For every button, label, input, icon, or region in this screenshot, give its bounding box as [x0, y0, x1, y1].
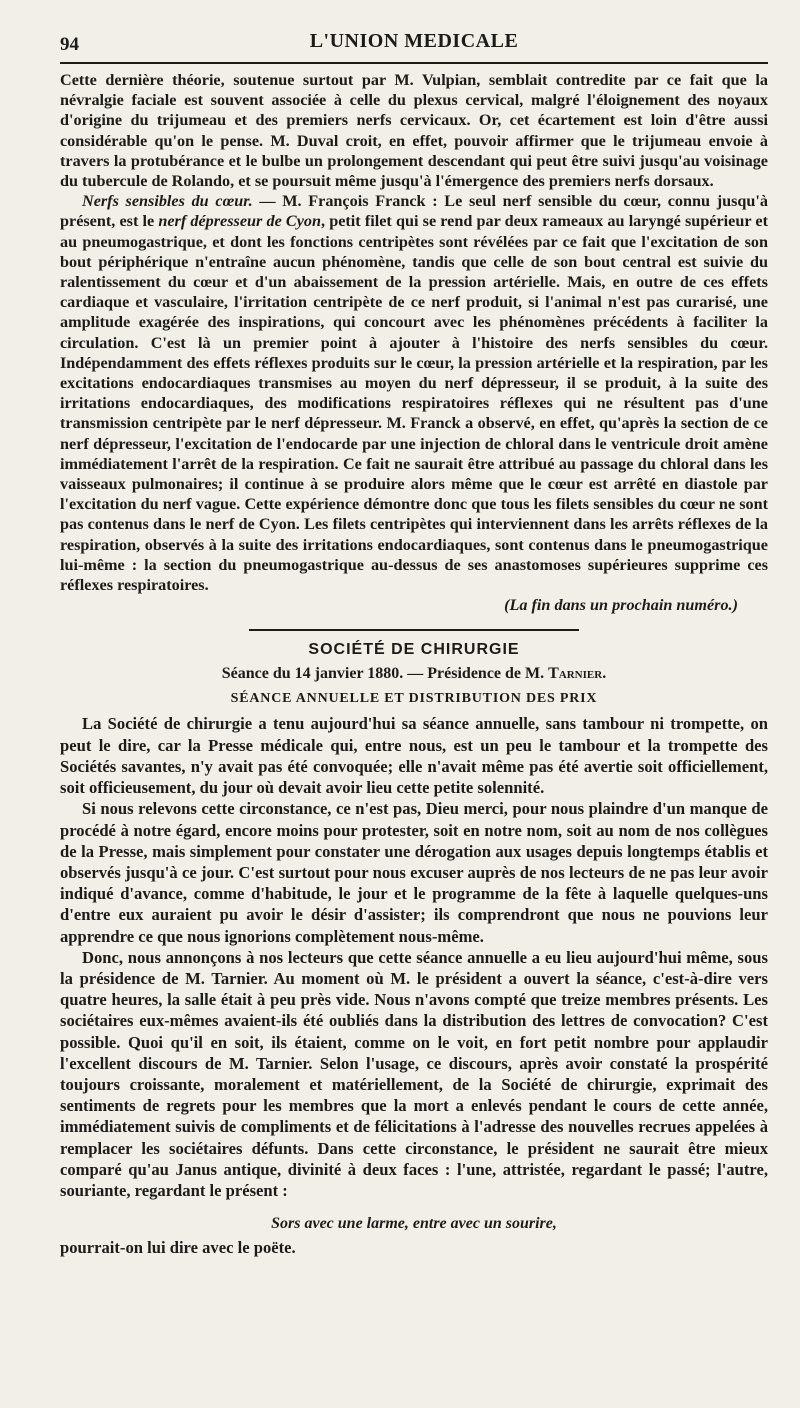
verse-quote: Sors avec une larme, entre avec un sourire,: [271, 1215, 557, 1233]
president-name: Tarnier.: [548, 665, 607, 683]
section-title: SOCIÉTÉ DE CHIRURGIE: [308, 641, 520, 659]
header-rule: [60, 62, 768, 64]
section-divider: [249, 629, 579, 631]
article-societe-chirurgie: [60, 641, 768, 1258]
closing-line: pourrait-on lui dire avec le poëte.: [60, 1238, 296, 1258]
nerve-name: nerf dépresseur de Cyon: [158, 212, 322, 231]
paragraph: Donc, nous annonçons à nos lecteurs que cette séance annuelle a eu lieu aujourd'hui même, sous la présidence de M. Tarnier. Au moment où M. le président a ouvert la séance, c'est-à-dire vers quatre heures, la salle était à peu près vide. Nous n'avons compté que treize membres présents. Les sociétaires eux-mêmes avaient-ils été oubliés dans la distribution des lettres de convocation? C'est possible. Quoi qu'il en soit, ils étaient, comme on le voit, en fort petit nombre pour applaudir l'excellent discours de M. Tarnier. Selon l'usage, ce discours, après avoir constaté la prospérité toujours croissante, moralement et matériellement, de la Société de chirurgie, exprimait des sentiments de regrets pour les membres que la mort a enlevés pendant le cours de cette année, immédiatement suivis de compliments et de félicitations à l'adresse des nouvelles recrues appelées à remplacer les sociétaires défunts. Dans cette circonstance, le président ne saurait être mieux comparé qu'au Janus antique, divinité à deux faces : l'une, attristée, regardant le passé; l'autre, souriante, regardant le présent :: [60, 947, 768, 1200]
subsection-title: SÉANCE ANNUELLE ET DISTRIBUTION DES PRIX: [230, 691, 598, 707]
seance-date: Séance du 14 janvier 1880. — Présidence de M.: [221, 665, 549, 683]
running-title: L'UNION MEDICALE: [309, 30, 519, 52]
paragraph-heading: Nerfs sensibles du cœur.: [82, 192, 253, 211]
page-header: [60, 30, 768, 60]
seance-line: [60, 665, 768, 683]
paragraph-nerfs-sensibles: [60, 191, 768, 595]
page-number: 94: [60, 34, 79, 55]
paragraph-body: , petit filet qui se rend par deux rameaux au laryngé supérieur et au pneumogastrique, et dont les fonctions centripètes sont révélées par ce fait que l'excitation de son bout périphérique n'entraîne aucun phénomène, tandis que celle de son bout central est suivie du ralentissement du cœur et d'un abaissement de la pression artérielle. Mais, en outre de ces effets cardiaque et vasculaire, l'irritation centripète de ce nerf produit, si l'animal n'est pas curarisé, une amplitude exagérée des inspirations, qui concourt avec les phénomènes précédents à faciliter la circulation. C'est là un premier point à ajouter à l'histoire des nerfs sensibles du cœur. Indépendamment des effets réflexes produits sur le cœur, la pression artérielle et la respiration, par les excitations endocardiaques transmises au moyen du nerf dépresseur, il se produit, à la suite des irritations endocardiaques, des modifications respiratoires réflexes qui ne résultent pas d'une transmission centripète par le nerf dépresseur. M. Franck a observé, en effet, qu'après la section de ce nerf dépresseur, l'excitation de l'endocarde par une injection de chloral dans le ventricule droit amène immédiatement l'arrêt de la respiration. Ce fait ne saurait être attribué au passage du chloral dans les vaisseaux pulmonaires; il continue à se produire alors même que le cœur est arrêté en diastole par l'excitation du nerf vague. Cette expérience démontre donc que tous les filets sensibles du cœur ne sont pas contenus dans le nerf de Cyon. Les filets centripètes qui interviennent dans les arrêts réflexes de la respiration, observés à la suite des irritations endocardiaques, sont contenus dans le pneumogastrique lui-même : la section du pneumogastrique au-dessus de ses anastomoses supérieures supprime ces réflexes respiratoires.: [60, 212, 768, 595]
continuation-note: (La fin dans un prochain numéro.): [504, 596, 738, 615]
paragraph: Cette dernière théorie, soutenue surtout par M. Vulpian, semblait contredite par ce fait que la névralgie faciale est souvent associée à celle du plexus cervical, malgré l'éloignement des noyaux d'origine du trijumeau et des premiers nerfs cervicaux. Or, cet écartement est loin d'être aussi considérable qu'on le pense. M. Duval croit, en effet, pouvoir affirmer que le trijumeau envoie à travers la protubérance et le bulbe un prolongement descendant qui peut être suivi jusqu'au voisinage du tubercule de Rolando, et se poursuit même jusqu'à l'émergence des premiers nerfs dorsaux.: [60, 71, 768, 191]
article-continuation: [60, 70, 768, 615]
paragraph-speaker: — M. François Franck : Le seul nerf sensible du cœur, connu jusqu'à présent, est le: [60, 192, 768, 231]
paragraph: Si nous relevons cette circonstance, ce n'est pas, Dieu merci, pour nous plaindre d'un manque de procédé à notre égard, encore moins pour protester, soit en notre nom, soit au nom de nos collègues de la Presse, mais simplement pour constater une dérogation aux usages depuis longtemps établis et observés jusqu'à ce jour. C'est surtout pour nous excuser auprès de nos lecteurs de ne pas leur avoir indiqué d'avance, comme d'habitude, le jour et le programme de la fête à laquelle quelques-uns d'entre eux auraient pu avoir le désir d'assister; ils comprendront que nous ne pouvions leur apprendre ce que nous ignorions complètement nous-même.: [60, 799, 768, 946]
paragraph: La Société de chirurgie a tenu aujourd'hui sa séance annuelle, sans tambour ni trompette, on peut le dire, car la Presse médicale qui, entre nous, est un peu le tambour et la trompette des Sociétés savantes, n'y avait pas été convoquée; elle n'avait même pas été avertie soit officiellement, soit officieusement, du jour où devait avoir lieu cette petite solennité.: [60, 714, 768, 798]
